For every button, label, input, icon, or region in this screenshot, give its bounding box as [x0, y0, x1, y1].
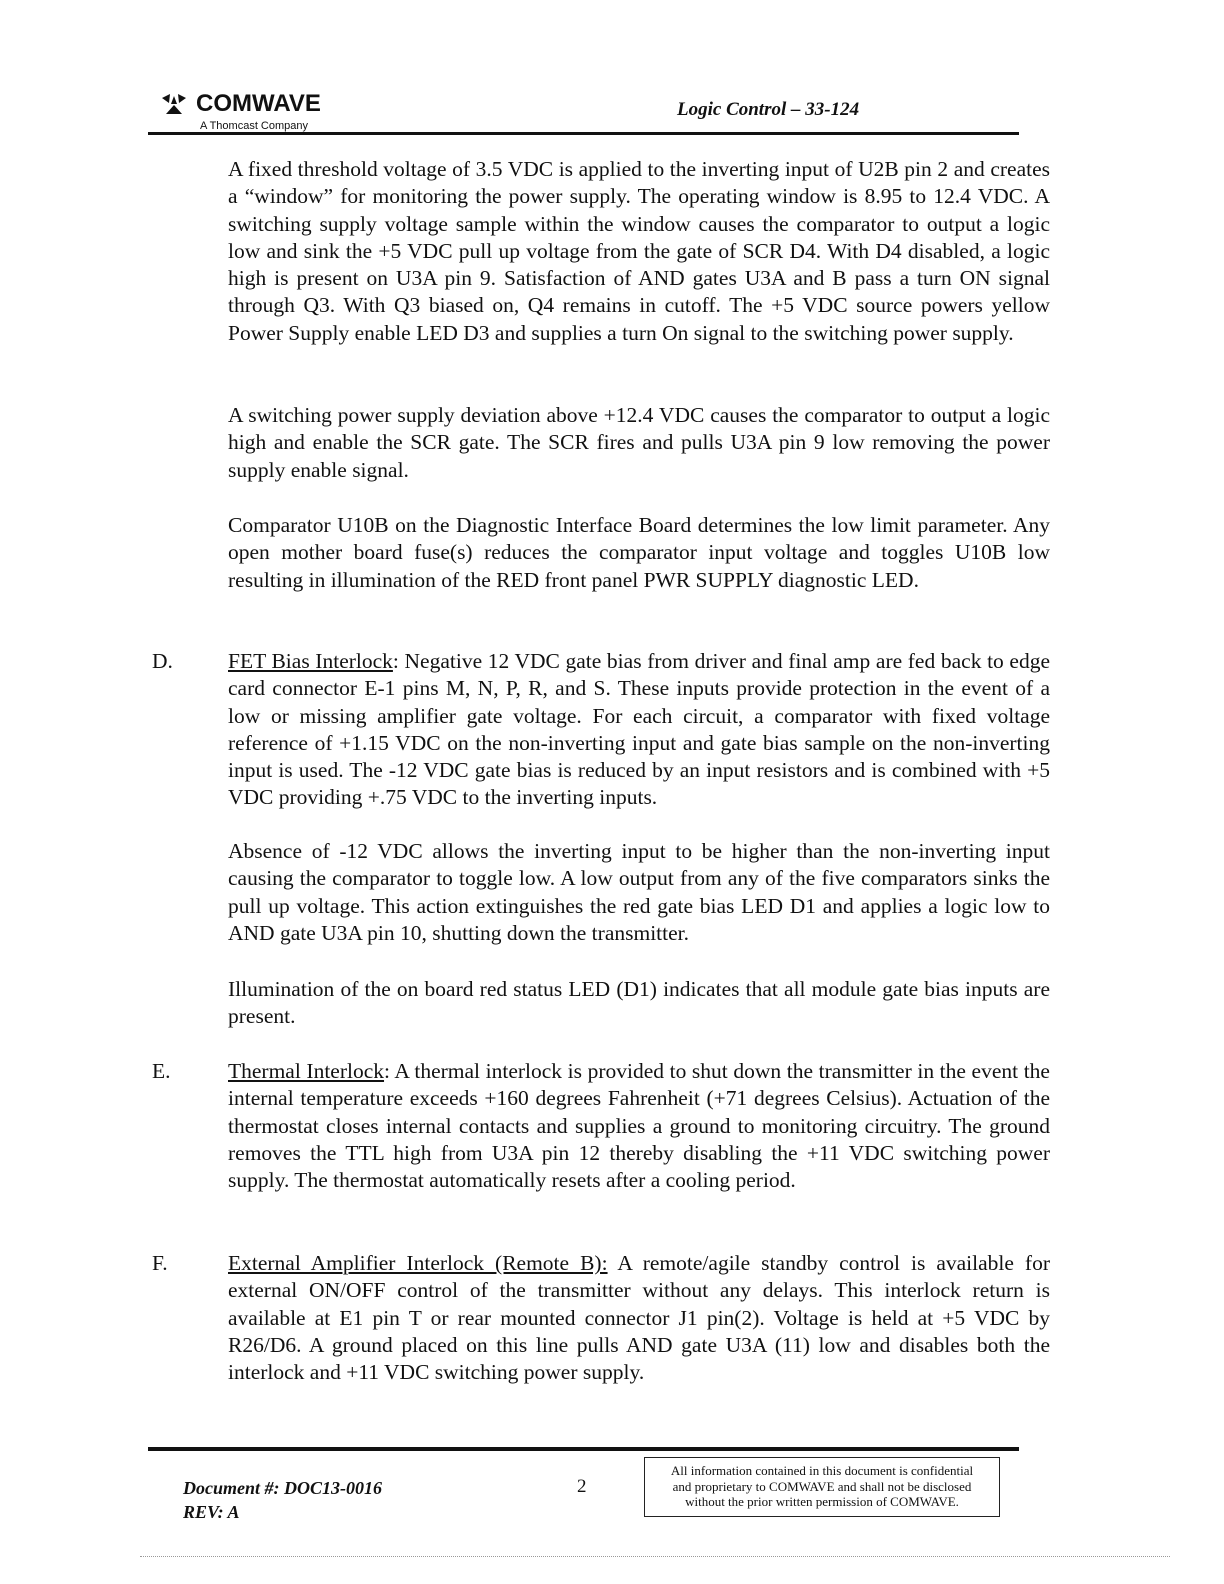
- confidentiality-notice: [644, 1457, 1000, 1517]
- section-d-paragraph: [228, 648, 1050, 812]
- scan-artifact-line: [140, 1556, 1170, 1559]
- section-letter-d: D.: [152, 649, 173, 673]
- page-number: 2: [577, 1476, 587, 1497]
- document-number-block: [183, 1476, 382, 1524]
- document-title: Logic Control – 33-124: [677, 99, 860, 120]
- section-e-paragraph: [228, 1058, 1050, 1194]
- company-name: COMWAVE: [196, 90, 321, 117]
- confidential-line-2: and proprietary to COMWAVE and shall not be disclosed: [672, 1478, 972, 1494]
- section-d-paragraph-2: Absence of -12 VDC allows the inverting input to be higher than the non-inverting input causing the comparator to toggle low. A low output from any of the five comparators sinks the pull up voltage. This action extinguishes the red gate bias LED D1 and applies a logic low to AND gate U3A pin 10, shutting down the transmitter.: [228, 839, 1050, 945]
- document-revision: REV: A: [183, 1502, 240, 1522]
- paragraph-deviation: A switching power supply deviation above +12.4 VDC causes the comparator to output a logic high and enable the SCR gate. The SCR fires and pulls U3A pin 9 low removing the power supply enable signal.: [228, 403, 1050, 482]
- header-rule: [148, 132, 1019, 135]
- section-letter-f: F.: [152, 1251, 168, 1275]
- section-f-text: A remote/agile standby control is available for external ON/OFF control of the transmitter without any delays. This interlock return is available at E1 pin T or rear mounted connector J1 pin(2). Voltage is held at +5 VDC by R26/D6. A ground placed on this line pulls AND gate U3A (11) low and disables both the interlock and +11 VDC switching power supply.: [228, 1251, 1050, 1385]
- comwave-logo-icon: [160, 92, 188, 116]
- section-d-heading: FET Bias Interlock: [228, 649, 393, 673]
- company-subtitle: A Thomcast Company: [200, 120, 309, 132]
- footer-rule: [148, 1447, 1019, 1451]
- document-number: Document #: DOC13-0016: [183, 1478, 382, 1498]
- paragraph-window: A fixed threshold voltage of 3.5 VDC is applied to the inverting input of U2B pin 2 and creates a “window” for monitoring the power supply. The operating window is 8.95 to 12.4 VDC. A switching supply voltage sample within the window causes the comparator to output a logic low and sink the +5 VDC pull up voltage from the gate of SCR D4. With D4 disabled, a logic high is present on U3A pin 9. Satisfaction of AND gates U3A and B pass a turn ON signal through Q3. With Q3 biased on, Q4 remains in cutoff. The +5 VDC source powers yellow Power Supply enable LED D3 and supplies a turn On signal to the switching power supply.: [228, 157, 1050, 345]
- section-letter-e: E.: [152, 1059, 171, 1083]
- confidential-line-3: without the prior written permission of COMWAVE.: [685, 1494, 959, 1509]
- section-f-heading: External Amplifier Interlock (Remote B):: [228, 1251, 608, 1275]
- section-f-paragraph: [228, 1250, 1050, 1386]
- section-e-heading: Thermal Interlock: [228, 1059, 385, 1083]
- section-d-paragraph-3: Illumination of the on board red status LED (D1) indicates that all module gate bias inputs are present.: [228, 977, 1050, 1029]
- paragraph-comparator: Comparator U10B on the Diagnostic Interface Board determines the low limit parameter. Any open mother board fuse(s) reduces the comparator input voltage and toggles U10B low resulting in illumination of the RED front panel PWR SUPPLY diagnostic LED.: [228, 513, 1050, 592]
- confidential-line-1: All information contained in this document is confidential: [670, 1463, 974, 1478]
- section-e-text: : A thermal interlock is provided to shut down the transmitter in the event the internal temperature exceeds +160 degrees Fahrenheit (+71 degrees Celsius). Actuation of the thermostat closes internal contacts and supplies a ground to monitoring circuitry. The ground removes the TTL high from U3A pin 12 thereby disabling the +11 VDC switching power supply. The thermostat automatically resets after a cooling period.: [228, 1059, 1050, 1193]
- section-d-text: : Negative 12 VDC gate bias from driver and final amp are fed back to edge card connector E-1 pins M, N, P, R, and S. These inputs provide protection in the event of a low or missing amplifier gate voltage. For each circuit, a comparator with fixed voltage reference of +1.15 VDC on the non-inverting input and gate bias sample on the non-inverting input is used. The -12 VDC gate bias is reduced by an input resistors and is combined with +5 VDC providing +.75 VDC to the inverting inputs.: [228, 649, 1050, 810]
